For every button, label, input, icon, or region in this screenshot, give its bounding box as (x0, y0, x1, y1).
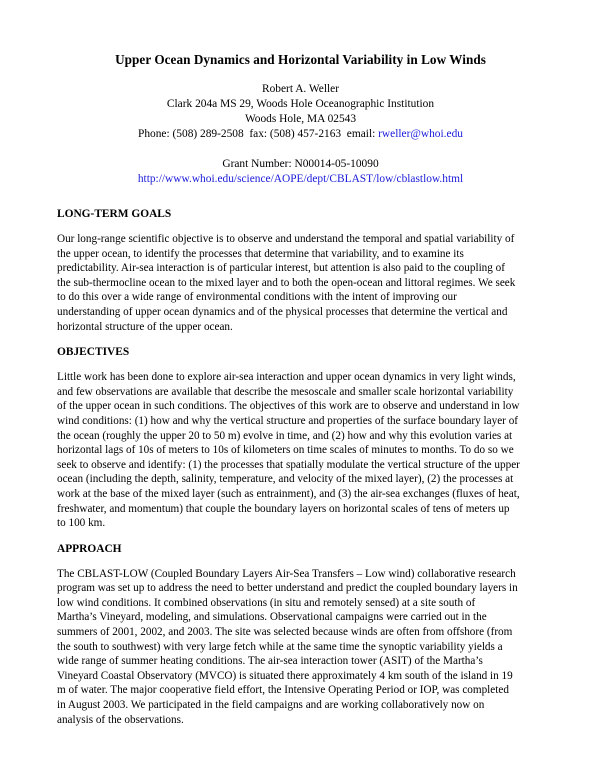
document-page (57, 52, 544, 727)
section-text-approach: The CBLAST-LOW (Coupled Boundary Layers Air-Sea Transfers – Low wind) collaborative research program was set up to address the need to better understand and predict the coupled boundary layers in low wind conditions. It combined observations (in situ and remotely sensed) at a site south of Martha’s Vineyard, modeling, and simulations. Observational campaigns were carried out in the summers of 2001, 2002, and 2003. The site was selected because winds are often from offshore (from the south to southwest) with very large fetch while at the same time the synoptic variability yields a wide range of summer heating conditions. The air-sea interaction tower (ASIT) of the Martha’s Vineyard Coastal Observatory (MVCO) is situated there approximately 4 km south of the island in 19 m of water. The major cooperative field effort, the Intensive Operating Period or IOP, was completed in August 2003. We participated in the field campaigns and are working collaboratively now on analysis of the observations. (57, 567, 518, 726)
section-heading-approach: APPROACH (57, 542, 122, 555)
email-link[interactable]: rweller@whoi.edu (378, 128, 463, 140)
section-text-objectives: Little work has been done to explore air-sea interaction and upper ocean dynamics in very light winds, and few observations are available that describe the mesoscale and smaller scale horizontal variability of the upper ocean in such conditions. The objectives of this work are to observe and understand in low wind conditions: (1) how and why the vertical structure and properties of the surface boundary layer of the ocean (roughly the upper 20 to 50 m) evolve in time, and (2) how and why this evolution varies at horizontal lags of 10s of meters to 10s of kilometers on time scales of minutes to months. To do so we seek to observe and identify: (1) the processes that spatially modulate the vertical structure of the upper ocean (including the depth, salinity, temperature, and velocity of the mixed layer), (2) the processes at work at the base of the mixed layer (such as entrainment), and (3) the air-sea exchanges (fluxes of heat, freshwater, and momentum) that couple the boundary layers on horizontal scales of tens of meters up to 100 km. (57, 371, 520, 530)
author-address-line1: Clark 204a MS 29, Woods Hole Oceanographic Institution (166, 98, 435, 110)
grant-block (57, 157, 544, 187)
project-url-link[interactable]: http://www.whoi.edu/science/AOPE/dept/CBLAST/low/cblastlow.html (137, 173, 464, 185)
author-block (57, 82, 544, 142)
author-address-line2: Woods Hole, MA 02543 (244, 113, 357, 125)
paper-title: Upper Ocean Dynamics and Horizontal Variability in Low Winds (115, 52, 486, 67)
grant-number: Grant Number: N00014-05-10090 (222, 158, 379, 170)
author-name: Robert A. Weller (261, 83, 339, 95)
section-heading-objectives: OBJECTIVES (57, 346, 130, 359)
section-text-goals: Our long-range scientific objective is to observe and understand the temporal and spatial variability of the upper ocean, to identify the processes that determine that variability, and to examine its predictability. Air-sea interaction is of particular interest, but attention is also paid to the coupling of the sub-thermocline ocean to the mixed layer and to both the open-ocean and littoral regimes. We seek to do this over a wide range of environmental conditions with the intent of improving our understanding of upper ocean dynamics and of the physical processes that determine the vertical and horizontal structure of the upper ocean. (57, 233, 516, 333)
author-contact (57, 127, 544, 142)
contact-phone-fax: Phone: (508) 289-2508 fax: (508) 457-2163 email: (138, 128, 379, 140)
section-heading-goals: LONG-TERM GOALS (57, 208, 172, 220)
